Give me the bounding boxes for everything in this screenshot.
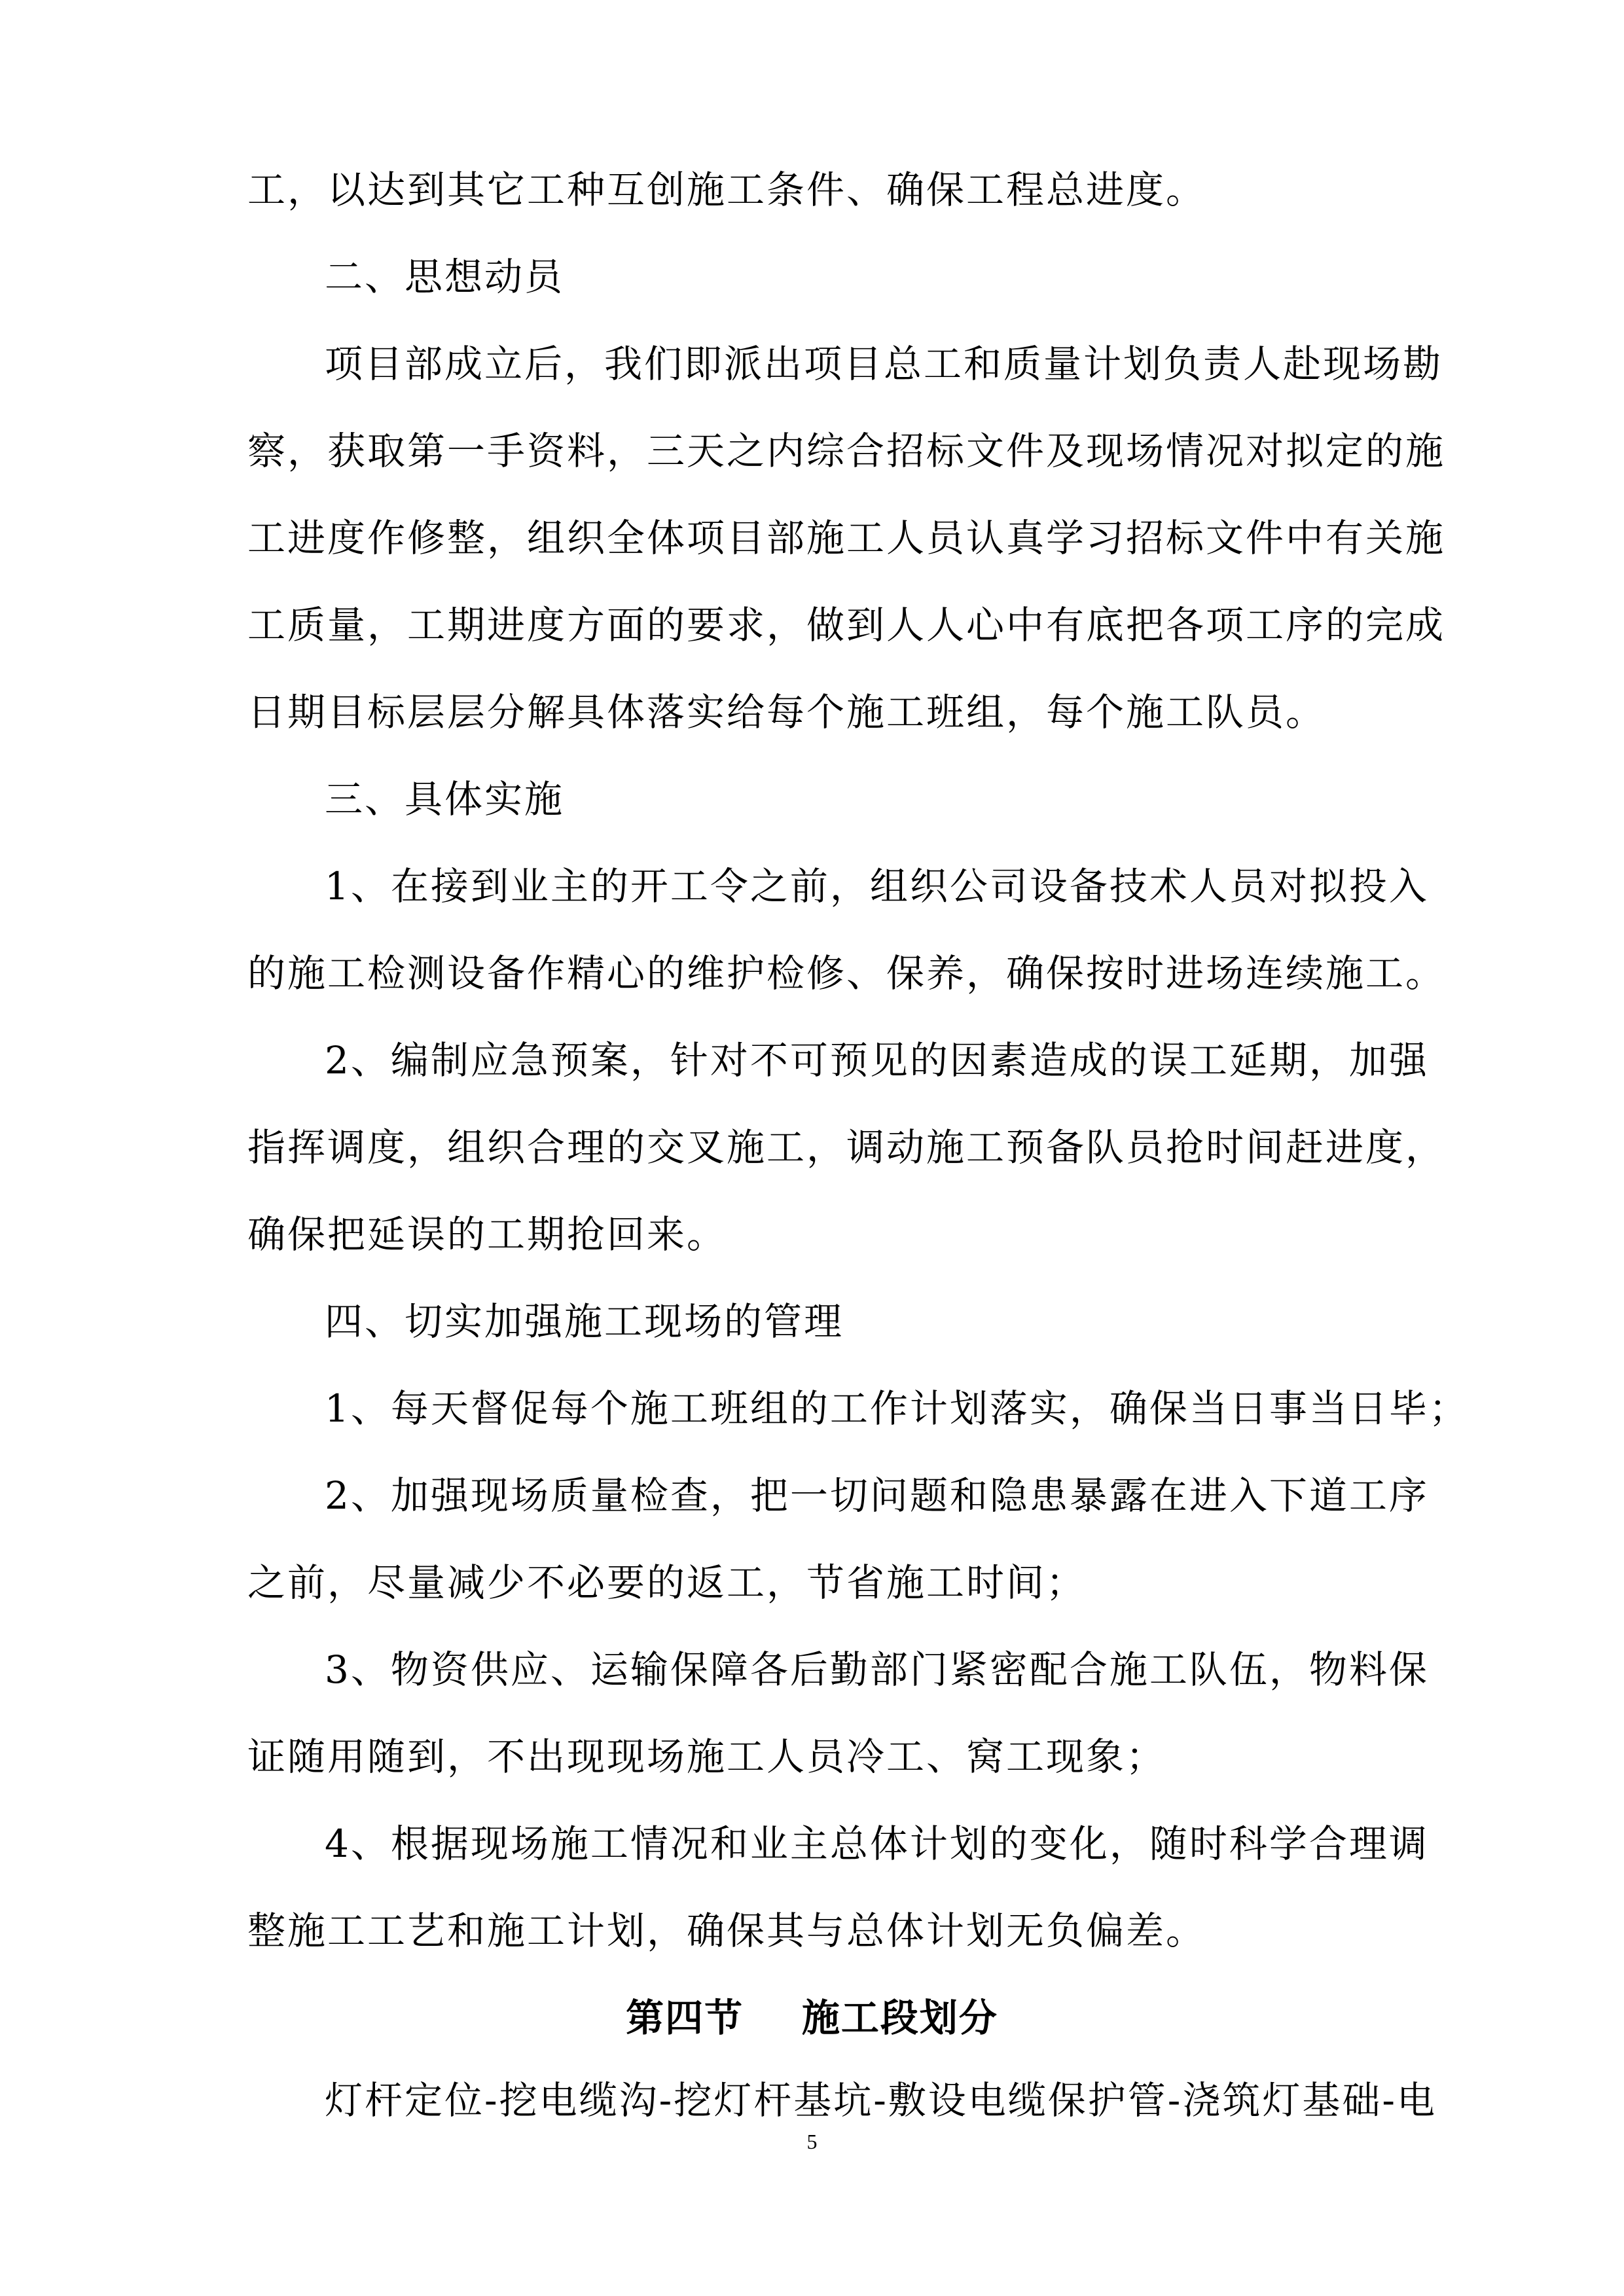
text-line [0, 1198, 1624, 1270]
section-heading: 第四节 施工段划分 [626, 1996, 998, 2040]
section-subheading: 四、切实加强施工现场的管理 [325, 1299, 844, 1344]
text-line [0, 1024, 1624, 1096]
list-item-text: 4、根据现场施工情况和业主总体计划的变化，随时科学合理调 [325, 1821, 1429, 1866]
page-number: 5 [806, 2130, 818, 2153]
text-line [0, 328, 1624, 400]
text-line [0, 850, 1624, 922]
list-item-text: 1、在接到业主的开工令之前，组织公司设备技术人员对拟投入 [325, 864, 1429, 908]
text-line [0, 1895, 1624, 1967]
list-item-text: 1、每天督促每个施工班组的工作计划落实，确保当日事当日毕； [325, 1386, 1469, 1431]
list-item-text: 之前，尽量减少不必要的返工，节省施工时间； [247, 1560, 1087, 1605]
list-item-text: 整施工工艺和施工计划，确保其与总体计划无负偏差。 [247, 1909, 1206, 1953]
text-line [0, 1634, 1624, 1706]
section-subheading: 二、思想动员 [325, 255, 565, 299]
paragraph-text: 察，获取第一手资料，三天之内综合招标文件及现场情况对拟定的施 [247, 429, 1446, 473]
text-line [0, 763, 1624, 835]
text-line [0, 1372, 1624, 1444]
text-line [0, 154, 1624, 226]
text-line [0, 589, 1624, 661]
list-item-text: 2、编制应急预案，针对不可预见的因素造成的误工延期，加强 [325, 1038, 1429, 1083]
paragraph-text: 工进度作修整，组织全体项目部施工人员认真学习招标文件中有关施 [247, 516, 1446, 560]
list-item-text: 指挥调度，组织合理的交叉施工，调动施工预备队员抢时间赶进度， [247, 1125, 1446, 1170]
paragraph-text: 项目部成立后，我们即派出项目总工和质量计划负责人赴现场勘 [325, 342, 1443, 386]
text-line [0, 415, 1624, 487]
paragraph-text: 工质量，工期进度方面的要求，做到人人心中有底把各项工序的完成 [247, 603, 1446, 647]
text-line [0, 1460, 1624, 1532]
text-line [0, 1721, 1624, 1793]
text-line [0, 502, 1624, 574]
section-subheading: 三、具体实施 [325, 777, 565, 821]
list-item-text: 证随用随到，不出现现场施工人员冷工、窝工现象； [247, 1734, 1166, 1779]
list-item-text: 3、物资供应、运输保障各后勤部门紧密配合施工队伍，物料保 [325, 1647, 1429, 1692]
text-line [0, 937, 1624, 1009]
list-item-text: 2、加强现场质量检查，把一切问题和隐患暴露在进入下道工序 [325, 1473, 1429, 1518]
text-line [0, 676, 1624, 748]
paragraph-text: 日期目标层层分解具体落实给每个施工班组，每个施工队员。 [247, 690, 1326, 734]
paragraph-text: 灯杆定位-挖电缆沟-挖灯杆基坑-敷设电缆保护管-浇筑灯基础-电 [325, 2078, 1437, 2123]
list-item-text: 确保把延误的工期抢回来。 [247, 1212, 727, 1257]
text-line [0, 241, 1624, 313]
text-line [0, 2064, 1624, 2136]
list-item-text: 的施工检测设备作精心的维护检修、保养，确保按时进场连续施工。 [247, 951, 1446, 996]
paragraph-text: 工，以达到其它工种互创施工条件、确保工程总进度。 [247, 168, 1206, 212]
text-line [0, 1285, 1624, 1357]
text-line [0, 1547, 1624, 1619]
text-line [0, 1808, 1624, 1880]
text-line [0, 1111, 1624, 1183]
